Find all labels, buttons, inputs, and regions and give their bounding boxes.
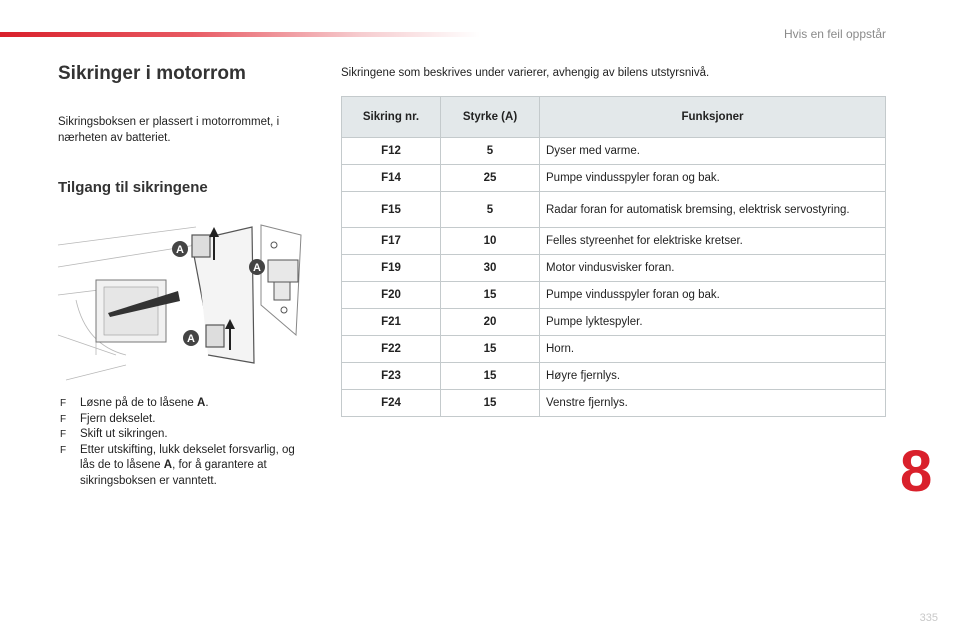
table-row <box>342 138 886 165</box>
step-marker: F <box>60 429 67 440</box>
amp-cell: 10 <box>441 228 540 255</box>
lock-label-a-3 <box>249 259 265 275</box>
table-row <box>342 192 886 228</box>
fuse-cell: F22 <box>342 336 441 363</box>
amp-cell: 30 <box>441 255 540 282</box>
function-cell: Felles styreenhet for elektriske kretser. <box>540 228 886 255</box>
fuse-cell: F21 <box>342 309 441 336</box>
svg-text:A: A <box>253 262 261 274</box>
step-item: F Fjern dekselet. <box>58 412 308 428</box>
page-title: Sikringer i motorrom <box>58 63 246 84</box>
svg-text:A: A <box>176 244 184 256</box>
function-cell: Horn. <box>540 336 886 363</box>
fuse-cell: F24 <box>342 390 441 417</box>
table-row <box>342 165 886 192</box>
step-item: F Etter utskifting, lukk dekselet forsvarlig, og lås de to låsene A, for å garantere at sikringsboksen er vanntett. <box>60 443 295 487</box>
amp-cell: 15 <box>441 390 540 417</box>
table-row <box>342 390 886 417</box>
table-row <box>342 282 886 309</box>
step-item: F Skift ut sikringen. <box>58 427 308 443</box>
fuse-cell: F17 <box>342 228 441 255</box>
fuse-cell: F12 <box>342 138 441 165</box>
fuse-cell: F15 <box>342 192 441 228</box>
amp-cell: 15 <box>441 363 540 390</box>
amp-cell: 15 <box>441 336 540 363</box>
step-item: F Løsne på de to låsene A. <box>58 396 308 412</box>
page-number: 335 <box>919 612 938 624</box>
function-cell: Motor vindusvisker foran. <box>540 255 886 282</box>
function-cell: Venstre fjernlys. <box>540 390 886 417</box>
variation-note: Sikringene som beskrives under varierer, avhengig av bilens utstyrsnivå. <box>341 67 710 79</box>
step-marker: F <box>60 398 67 409</box>
function-cell: Pumpe vindusspyler foran og bak. <box>540 165 886 192</box>
instruction-steps <box>58 396 308 489</box>
amp-cell: 15 <box>441 282 540 309</box>
table-row <box>342 336 886 363</box>
header-accent-bar <box>0 32 480 37</box>
function-cell: Pumpe lyktespyler. <box>540 309 886 336</box>
function-cell: Høyre fjernlys. <box>540 363 886 390</box>
amp-cell: 20 <box>441 309 540 336</box>
fuse-cell: F20 <box>342 282 441 309</box>
intro-paragraph: Sikringsboksen er plassert i motorrommet, i nærheten av batteriet. <box>58 116 280 144</box>
function-cell: Pumpe vindusspyler foran og bak. <box>540 282 886 309</box>
step-marker: F <box>60 413 67 425</box>
table-row <box>342 309 886 336</box>
section-subtitle: Tilgang til sikringene <box>58 179 208 196</box>
function-cell: Radar foran for automatisk bremsing, elektrisk servostyring. <box>540 192 886 228</box>
step-marker: F <box>60 444 67 456</box>
chapter-number: 8 <box>900 439 933 504</box>
lock-label-a-1 <box>172 241 188 257</box>
header-strength: Styrke (A) <box>441 97 540 138</box>
table-row <box>342 228 886 255</box>
fuse-cell: F19 <box>342 255 441 282</box>
lock-label-a-2 <box>183 330 199 346</box>
header-functions: Funksjoner <box>540 97 886 138</box>
amp-cell: 25 <box>441 165 540 192</box>
header-fuse: Sikring nr. <box>342 97 441 138</box>
amp-cell: 5 <box>441 192 540 228</box>
fusebox-diagram <box>56 205 306 387</box>
function-cell: Dyser med varme. <box>540 138 886 165</box>
fuse-table <box>341 96 886 417</box>
amp-cell: 5 <box>441 138 540 165</box>
table-row <box>342 363 886 390</box>
fuse-cell: F14 <box>342 165 441 192</box>
fuse-cell: F23 <box>342 363 441 390</box>
svg-text:A: A <box>187 333 195 345</box>
table-header-row <box>342 97 886 138</box>
fuse-table-body <box>342 138 886 417</box>
section-header: Hvis en feil oppstår <box>783 27 886 41</box>
table-row <box>342 255 886 282</box>
